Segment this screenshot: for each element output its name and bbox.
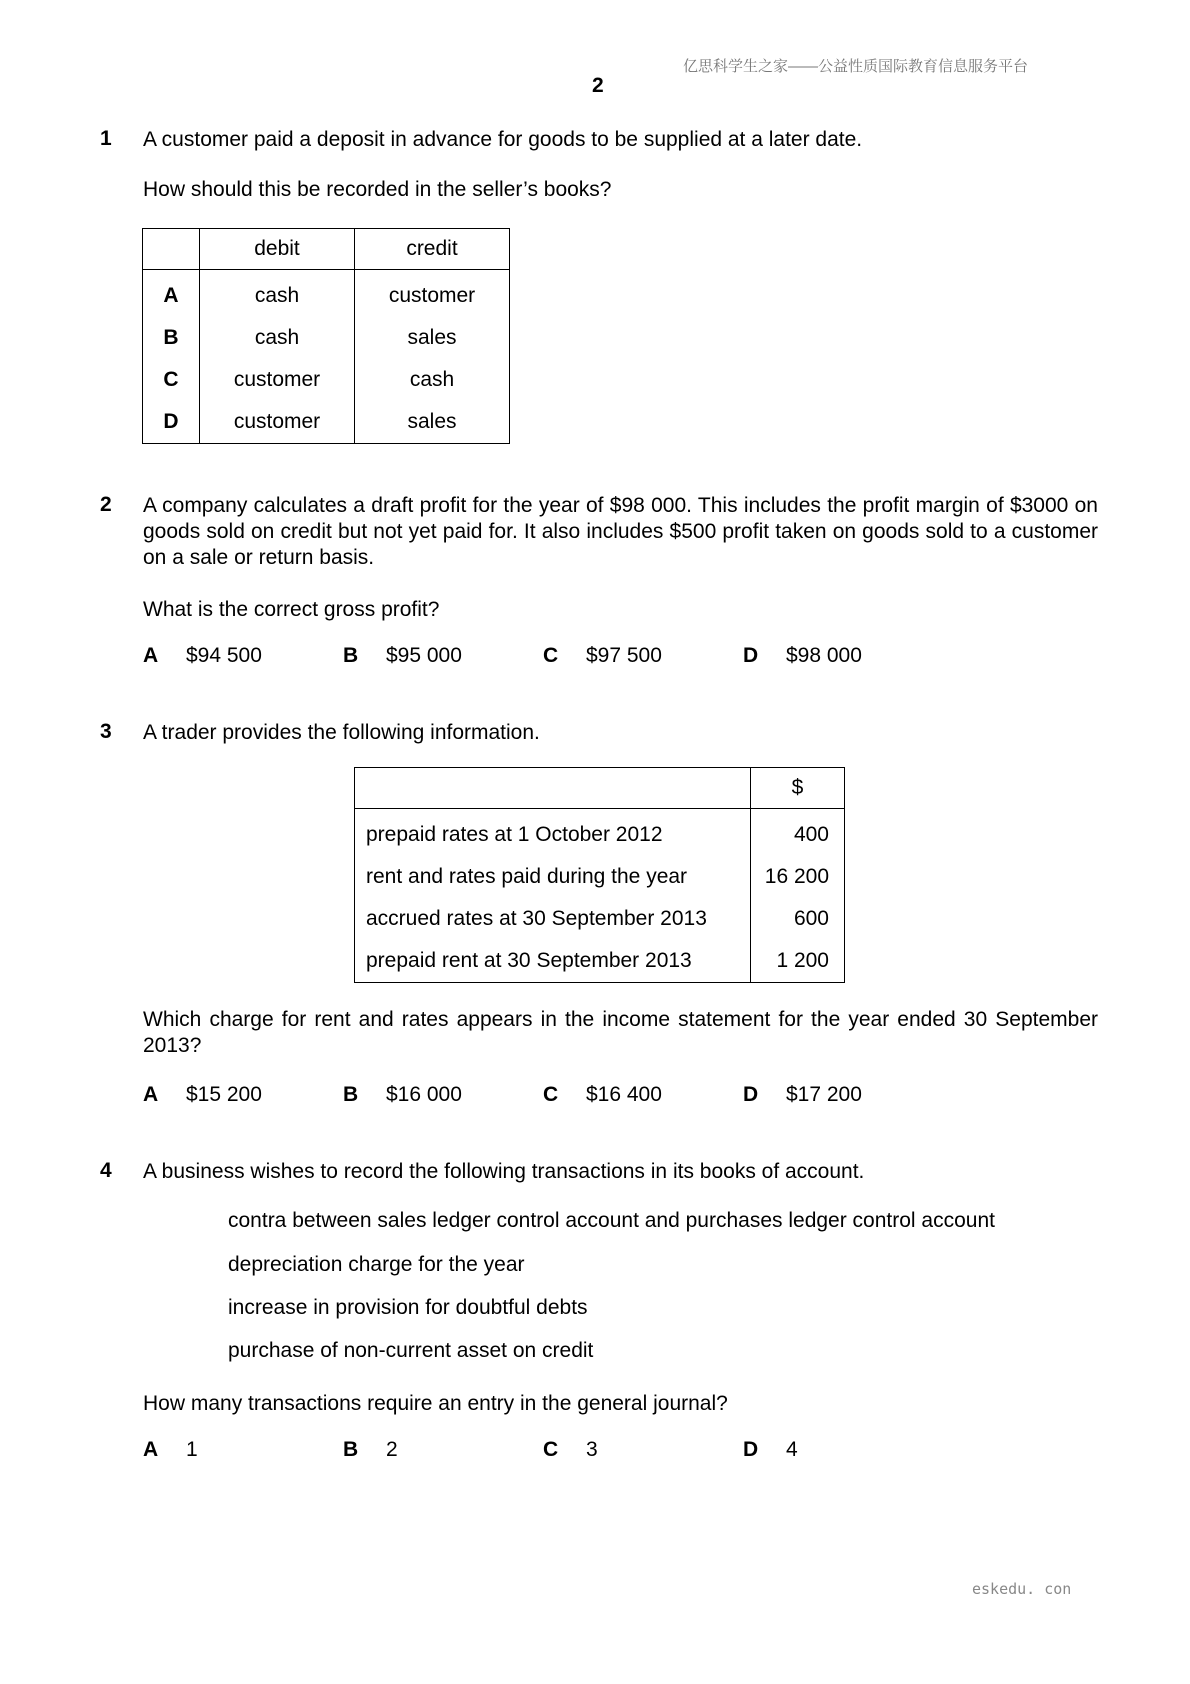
q2-option-a[interactable] xyxy=(143,644,262,668)
option-letter: D xyxy=(143,401,200,444)
option-value: $98 000 xyxy=(786,644,862,667)
option-letter: D xyxy=(743,1083,759,1106)
question-4-text: A business wishes to record the following transactions in its books of account. xyxy=(143,1160,865,1183)
table-row xyxy=(355,940,845,983)
table-header-empty xyxy=(143,229,200,270)
option-value: 1 xyxy=(186,1438,198,1461)
option-letter: C xyxy=(143,359,200,401)
q3-option-d[interactable] xyxy=(743,1083,862,1107)
table-row xyxy=(143,401,510,444)
table-row xyxy=(143,359,510,401)
question-4-prompt: How many transactions require an entry in the general journal? xyxy=(143,1392,728,1415)
option-value: $16 400 xyxy=(586,1083,662,1106)
item-description: rent and rates paid during the year xyxy=(355,856,751,898)
option-letter: D xyxy=(743,1438,759,1461)
debit-cell: cash xyxy=(200,317,355,359)
item-amount: 1 200 xyxy=(751,940,845,983)
credit-cell: customer xyxy=(355,270,510,318)
option-letter: A xyxy=(143,644,159,667)
table-row xyxy=(355,898,845,940)
credit-cell: cash xyxy=(355,359,510,401)
question-1-prompt: How should this be recorded in the seller’s books? xyxy=(143,178,612,201)
transaction-item: depreciation charge for the year xyxy=(228,1253,525,1276)
question-3-table xyxy=(354,767,845,983)
option-letter: B xyxy=(343,1438,359,1461)
table-header-row xyxy=(355,768,845,809)
option-value: 4 xyxy=(786,1438,798,1461)
option-letter: D xyxy=(743,644,759,667)
transaction-item: increase in provision for doubtful debts xyxy=(228,1296,588,1319)
option-value: $95 000 xyxy=(386,644,462,667)
option-letter: C xyxy=(543,1438,559,1461)
question-1-number: 1 xyxy=(100,127,112,150)
option-letter: A xyxy=(143,270,200,318)
q2-option-c[interactable] xyxy=(543,644,662,668)
q4-option-c[interactable] xyxy=(543,1438,598,1462)
question-3-text: A trader provides the following information. xyxy=(143,721,540,744)
q4-option-b[interactable] xyxy=(343,1438,398,1462)
credit-cell: sales xyxy=(355,401,510,444)
table-header-row xyxy=(143,229,510,270)
question-2-number: 2 xyxy=(100,493,112,516)
debit-cell: customer xyxy=(200,359,355,401)
credit-cell: sales xyxy=(355,317,510,359)
item-amount: 400 xyxy=(751,809,845,857)
option-letter: B xyxy=(343,1083,359,1106)
q3-option-c[interactable] xyxy=(543,1083,662,1107)
transaction-item: purchase of non-current asset on credit xyxy=(228,1339,594,1362)
option-letter: A xyxy=(143,1438,159,1461)
option-letter: B xyxy=(143,317,200,359)
q4-option-d[interactable] xyxy=(743,1438,798,1462)
option-letter: B xyxy=(343,644,359,667)
table-row xyxy=(355,809,845,857)
table-header-unit: $ xyxy=(751,768,845,809)
q3-option-a[interactable] xyxy=(143,1083,262,1107)
item-description: prepaid rates at 1 October 2012 xyxy=(355,809,751,857)
question-3-prompt: Which charge for rent and rates appears in the income statement for the year ended 30 September 2013? xyxy=(143,1008,1098,1057)
item-description: prepaid rent at 30 September 2013 xyxy=(355,940,751,983)
item-description: accrued rates at 30 September 2013 xyxy=(355,898,751,940)
option-value: 2 xyxy=(386,1438,398,1461)
option-value: $17 200 xyxy=(786,1083,862,1106)
option-value: $16 000 xyxy=(386,1083,462,1106)
option-letter: A xyxy=(143,1083,159,1106)
table-header-debit: debit xyxy=(200,229,355,270)
table-header-empty xyxy=(355,768,751,809)
option-value: $15 200 xyxy=(186,1083,262,1106)
question-4-number: 4 xyxy=(100,1159,112,1182)
q2-option-b[interactable] xyxy=(343,644,462,668)
option-value: $94 500 xyxy=(186,644,262,667)
question-2-prompt: What is the correct gross profit? xyxy=(143,598,440,621)
debit-cell: customer xyxy=(200,401,355,444)
option-value: $97 500 xyxy=(586,644,662,667)
q2-option-d[interactable] xyxy=(743,644,862,668)
transaction-item: contra between sales ledger control account and purchases ledger control account xyxy=(228,1209,995,1232)
watermark-footer: eskedu. con xyxy=(972,1580,1072,1598)
watermark-header: 亿思科学生之家——公益性质国际教育信息服务平台 xyxy=(683,58,1029,75)
q4-option-a[interactable] xyxy=(143,1438,198,1462)
question-1-text: A customer paid a deposit in advance for goods to be supplied at a later date. xyxy=(143,128,863,151)
item-amount: 600 xyxy=(751,898,845,940)
table-row xyxy=(143,317,510,359)
question-2-text: A company calculates a draft profit for the year of $98 000. This includes the profit margin of $3000 on goods sold on credit but not yet paid for. It also includes $500 profit taken on goods sold to a customer on a sale or return basis. xyxy=(143,494,1098,569)
table-header-credit: credit xyxy=(355,229,510,270)
option-letter: C xyxy=(543,1083,559,1106)
table-row xyxy=(143,270,510,318)
option-letter: C xyxy=(543,644,559,667)
table-row xyxy=(355,856,845,898)
question-3-number: 3 xyxy=(100,720,112,743)
item-amount: 16 200 xyxy=(751,856,845,898)
option-value: 3 xyxy=(586,1438,598,1461)
q3-option-b[interactable] xyxy=(343,1083,462,1107)
debit-cell: cash xyxy=(200,270,355,318)
question-1-table xyxy=(142,228,510,444)
page-number: 2 xyxy=(592,74,604,97)
